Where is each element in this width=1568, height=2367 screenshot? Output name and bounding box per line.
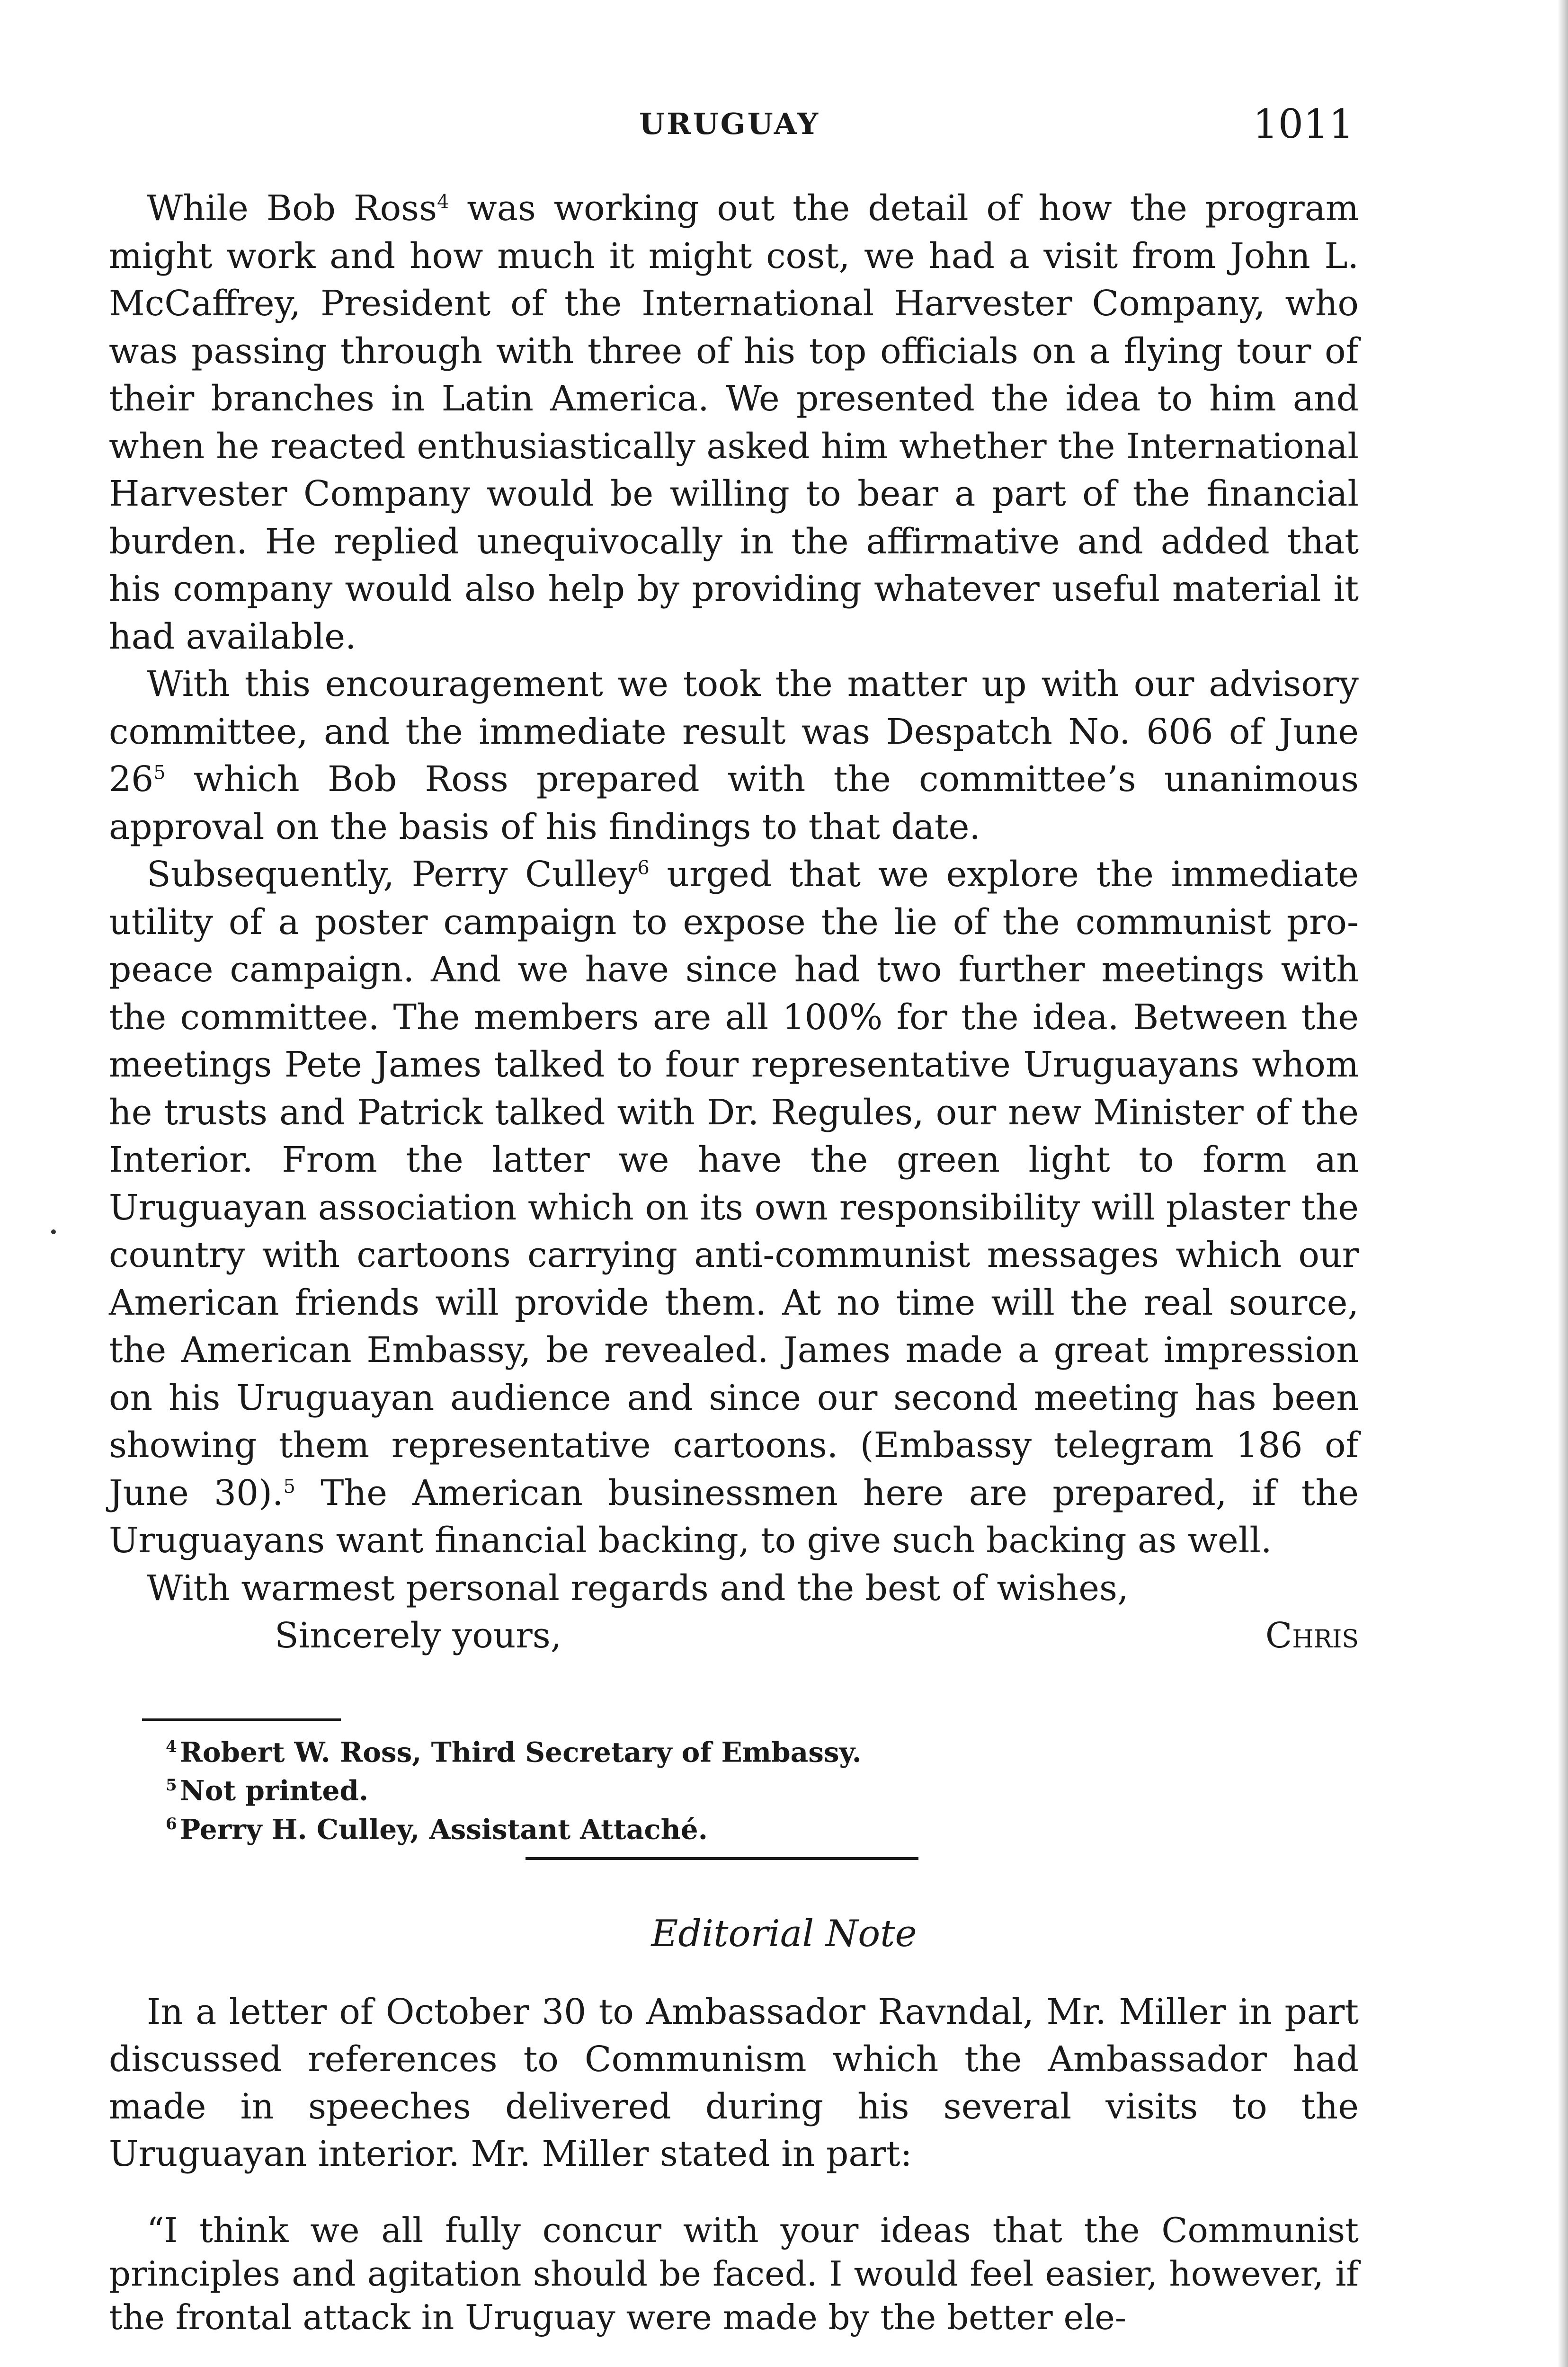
footnote-ref-6: 6 [637,857,650,879]
quote-paragraph: “I think we all fully concur with your ideas that the Communist principles and agitation should be faced. I would feel easier, however, if the frontal attack in Uruguay were made by the better ele- [109,2210,1359,2337]
editorial-note-quote [109,2208,1359,2339]
letter-signature: Chris [1265,1615,1359,1656]
letter-closing: With warmest personal regards and the best of wishes, [147,1567,1129,1609]
letter-paragraph-1: While Bob Ross$^4$ was working out the detail of how the program might work and how much it might cost, we had a visit from John L. McCaffrey, President of the International Harvester Company, who was passing through with three of his top officials on a flying tour of their branches in Latin America. We presented the idea to him and when he reacted enthusiastically asked him whether the International Harvester Company would be willing to bear a part of the financial burden. He replied unequivocally in the affirmative and added that his company would also help by providing whatever useful material it had available. [109,188,1359,657]
page-header [109,101,1368,149]
section-divider [526,1857,918,1860]
page-number: 1011 [1253,101,1354,147]
letter-body [109,185,1359,1660]
editorial-note-heading: Editorial Note [651,1913,917,1955]
footnote-5: $^5$ Not printed. [166,1774,369,1807]
footnote-rule [142,1718,341,1721]
editorial-note-paragraph: In a letter of October 30 to Ambassador Ravndal, Mr. Miller in part discussed references to Communism which the Ambassador had made in speeches delivered during his several visits to the Uruguayan interior. Mr. Miller stated in part: [109,1992,1359,2174]
editorial-note-body [109,1988,1359,2178]
margin-mark [51,1229,56,1234]
footnote-4: $^4$ Robert W. Ross, Third Secretary of Embassy. [166,1736,862,1769]
footnote-ref-5: 5 [153,762,166,784]
letter-paragraph-3: Subsequently, Perry Culley$^6$ urged that we explore the immediate utility of a poster campaign to expose the lie of the communist pro-peace campaign. And we have since had two further meetings with the committee. The members are all 100% for the idea. Between the meetings Pete James talked to four representative Uruguayans whom he trusts and Patrick talked with Dr. Regules, our new Minister of the Interior. From the latter we have the green light to form an Uruguayan association which on its own responsibility will plaster the country with cartoons carrying anti-communist messages which our American friends will provide them. At no time will the real source, the American Embassy, be revealed. James made a great impression on his Uruguayan audience and since our second meeting has been showing them representative cartoons. (Embassy telegram 186 of June 30).$^5$ The American businessmen here are prepared, if the Uruguayans want financial backing, to give such backing as well. [109,854,1359,1561]
footnotes [166,1730,1255,1846]
page-edge-shadow [1558,0,1568,2367]
footnote-6: $^6$ Perry H. Culley, Assistant Attaché. [166,1813,708,1845]
footnote-ref-4: 4 [437,191,449,213]
letter-signoff: Sincerely yours, Chris [109,1612,1359,1660]
running-head: URUGUAY [639,107,820,141]
letter-paragraph-2: With this encouragement we took the matter up with our advisory committee, and the immediate result was Despatch No. 606 of June 26$^5$ which Bob Ross prepared with the committee’s unanimous approval on the basis of his findings to that date. [109,664,1359,847]
footnote-ref-5b: 5 [283,1475,295,1497]
